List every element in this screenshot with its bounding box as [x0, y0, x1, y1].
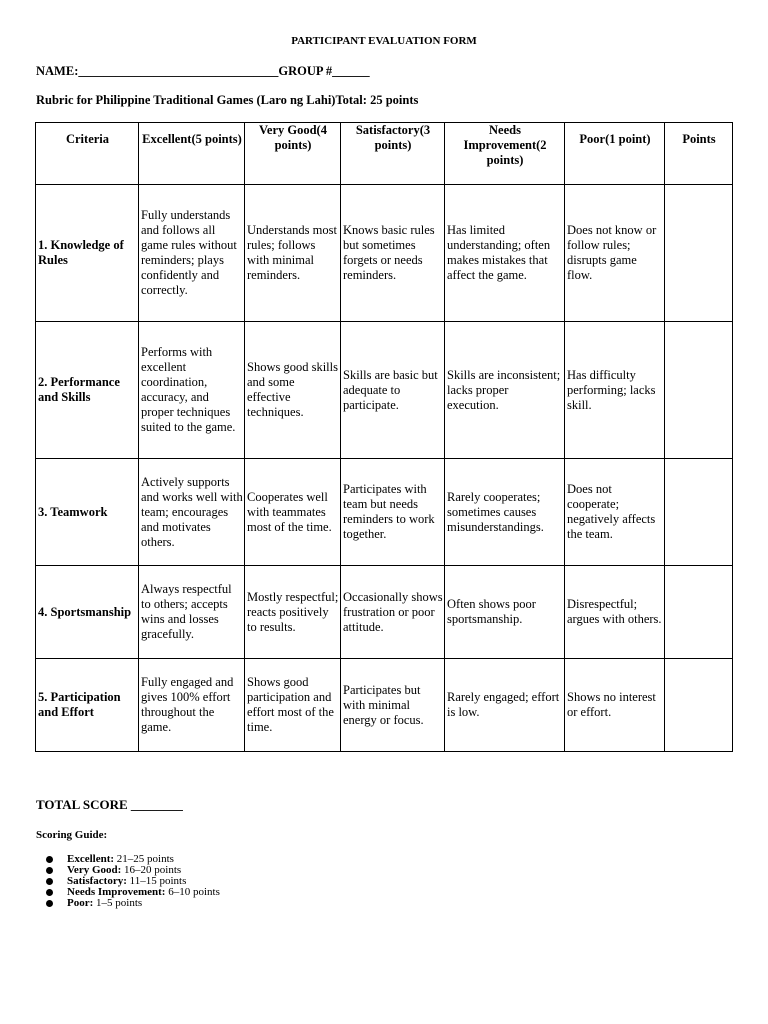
excellent-cell: Actively supports and works well with team; encourages and motivates others.	[139, 459, 245, 566]
very-good-cell: Shows good participation and effort most of the time.	[245, 659, 341, 752]
header-very-good: Very Good(4 points)	[245, 123, 341, 185]
criterion-cell: 1. Knowledge of Rules	[36, 185, 139, 322]
form-title: PARTICIPANT EVALUATION FORM	[291, 35, 477, 47]
poor-cell: Does not know or follow rules; disrupts game flow.	[565, 185, 665, 322]
list-item: Needs Improvement: 6–10 points	[36, 887, 220, 898]
satisfactory-cell: Knows basic rules but sometimes forgets or needs reminders.	[341, 185, 445, 322]
header-needs-improvement: Needs Improvement(2 points)	[445, 123, 565, 185]
criterion-cell: 2. Performance and Skills	[36, 322, 139, 459]
list-item: Satisfactory: 11–15 points	[36, 876, 220, 887]
needs-improvement-cell: Often shows poor sportsmanship.	[445, 566, 565, 659]
points-cell[interactable]	[665, 459, 733, 566]
excellent-cell: Fully engaged and gives 100% effort throughout the game.	[139, 659, 245, 752]
list-item: Very Good: 16–20 points	[36, 865, 220, 876]
table-row	[36, 322, 733, 459]
table-row	[36, 185, 733, 322]
points-cell[interactable]	[665, 566, 733, 659]
name-group-line[interactable]: NAME:________________________________GROUP #______	[36, 64, 370, 78]
poor-cell: Does not cooperate; negatively affects the team.	[565, 459, 665, 566]
rubric-table	[35, 122, 733, 752]
needs-improvement-cell: Skills are inconsistent; lacks proper execution.	[445, 322, 565, 459]
scoring-guide-list	[36, 854, 220, 909]
header-poor: Poor(1 point)	[565, 123, 665, 185]
very-good-cell: Understands most rules; follows with minimal reminders.	[245, 185, 341, 322]
table-row	[36, 566, 733, 659]
criterion-cell: 5. Participation and Effort	[36, 659, 139, 752]
bullet-icon	[46, 856, 53, 863]
satisfactory-cell: Participates with team but needs reminders to work together.	[341, 459, 445, 566]
satisfactory-cell: Skills are basic but adequate to participate.	[341, 322, 445, 459]
total-score-line[interactable]: TOTAL SCORE ________	[36, 797, 183, 812]
very-good-cell: Mostly respectful; reacts positively to results.	[245, 566, 341, 659]
criterion-cell: 4. Sportsmanship	[36, 566, 139, 659]
rubric-title: Rubric for Philippine Traditional Games (Laro ng Lahi)Total: 25 points	[36, 93, 419, 107]
header-criteria: Criteria	[36, 123, 139, 185]
poor-cell: Disrespectful; argues with others.	[565, 566, 665, 659]
header-points: Points	[665, 123, 733, 185]
criterion-cell: 3. Teamwork	[36, 459, 139, 566]
poor-cell: Has difficulty performing; lacks skill.	[565, 322, 665, 459]
bullet-icon	[46, 889, 53, 896]
very-good-cell: Shows good skills and some effective techniques.	[245, 322, 341, 459]
points-cell[interactable]	[665, 322, 733, 459]
table-header-row	[36, 123, 733, 185]
needs-improvement-cell: Rarely engaged; effort is low.	[445, 659, 565, 752]
table-row	[36, 459, 733, 566]
header-satisfactory: Satisfactory(3 points)	[341, 123, 445, 185]
satisfactory-cell: Participates but with minimal energy or focus.	[341, 659, 445, 752]
poor-cell: Shows no interest or effort.	[565, 659, 665, 752]
bullet-icon	[46, 878, 53, 885]
excellent-cell: Performs with excellent coordination, accuracy, and proper techniques suited to the game.	[139, 322, 245, 459]
scoring-guide-title: Scoring Guide:	[36, 829, 108, 841]
points-cell[interactable]	[665, 659, 733, 752]
excellent-cell: Always respectful to others; accepts wins and losses gracefully.	[139, 566, 245, 659]
bullet-icon	[46, 867, 53, 874]
list-item: Poor: 1–5 points	[36, 898, 220, 909]
very-good-cell: Cooperates well with teammates most of the time.	[245, 459, 341, 566]
header-excellent: Excellent(5 points)	[139, 123, 245, 185]
satisfactory-cell: Occasionally shows frustration or poor attitude.	[341, 566, 445, 659]
needs-improvement-cell: Has limited understanding; often makes mistakes that affect the game.	[445, 185, 565, 322]
table-row	[36, 659, 733, 752]
bullet-icon	[46, 900, 53, 907]
points-cell[interactable]	[665, 185, 733, 322]
excellent-cell: Fully understands and follows all game rules without reminders; plays confidently and correctly.	[139, 185, 245, 322]
needs-improvement-cell: Rarely cooperates; sometimes causes misunderstandings.	[445, 459, 565, 566]
list-item: Excellent: 21–25 points	[36, 854, 220, 865]
